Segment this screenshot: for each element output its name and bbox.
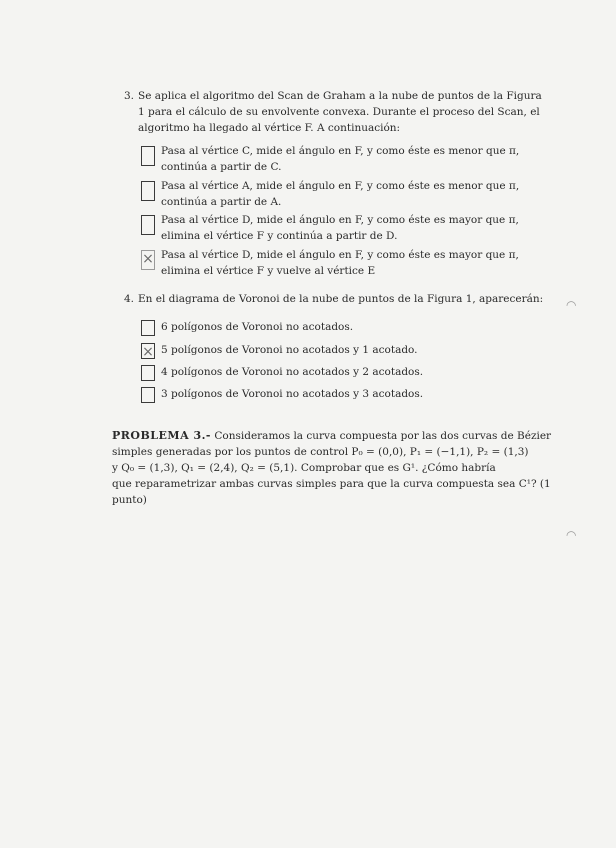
- q3-option-2-checkbox[interactable]: [141, 181, 155, 201]
- question-4-text: [138, 291, 543, 307]
- option-line: continúa a partir de A.: [161, 196, 282, 208]
- q4-option-4-text: 3 polígonos de Voronoi no acotados y 3 acotados.: [161, 388, 424, 400]
- q4-option-2-text: 5 polígonos de Voronoi no acotados y 1 acotado.: [161, 344, 418, 356]
- problem-3-title: PROBLEMA 3.-: [112, 429, 212, 442]
- check-mark-icon: [142, 147, 154, 165]
- q3-option-1-text: [161, 143, 519, 175]
- punch-hole-icon: ◠: [566, 298, 577, 312]
- option-line: Pasa al vértice D, mide el ángulo en F, y como éste es mayor que π,: [161, 249, 519, 261]
- option-line: elimina el vértice F y continúa a partir de D.: [161, 230, 398, 242]
- q3-option-3-checkbox[interactable]: [141, 215, 155, 235]
- q4-option-1-checkbox[interactable]: [141, 320, 155, 336]
- option-line: elimina el vértice F y vuelve al vértice E: [161, 265, 376, 277]
- check-mark-icon: [142, 388, 154, 402]
- option-line: Pasa al vértice C, mide el ángulo en F, y como éste es menor que π,: [161, 145, 520, 157]
- q4-option-2-checkbox[interactable]: [141, 343, 155, 359]
- q4-option-3-checkbox[interactable]: [141, 365, 155, 381]
- question-3-line: 1 para el cálculo de su envolvente convexa. Durante el proceso del Scan, el: [138, 106, 540, 118]
- option-line: Pasa al vértice A, mide el ángulo en F, y como éste es menor que π,: [161, 180, 520, 192]
- q3-option-1-checkbox[interactable]: [141, 146, 155, 166]
- option-line: continúa a partir de C.: [161, 161, 282, 173]
- q3-option-4-checkbox[interactable]: [141, 250, 155, 270]
- question-3-line: algoritmo ha llegado al vértice F. A continuación:: [138, 122, 401, 134]
- q4-option-3-text: 4 polígonos de Voronoi no acotados y 2 acotados.: [161, 366, 424, 378]
- problem-3-line: y Q₀ = (1,3), Q₁ = (2,4), Q₂ = (5,1). Comprobar que es G¹. ¿Cómo habría: [112, 462, 496, 474]
- punch-hole-icon: ◠: [566, 528, 577, 542]
- check-mark-icon: [142, 366, 154, 380]
- problem-3: [112, 428, 552, 508]
- q3-option-4-text: [161, 247, 519, 279]
- problem-3-text: Consideramos la curva compuesta por las dos curvas de Bézier: [214, 430, 552, 442]
- question-4-line: En el diagrama de Voronoi de la nube de puntos de la Figura 1, aparecerán:: [138, 293, 544, 305]
- check-mark-icon: [142, 321, 154, 335]
- check-mark-icon: [142, 216, 154, 234]
- q3-option-3-text: [161, 212, 519, 244]
- problem-3-line: simples generadas por los puntos de control P₀ = (0,0), P₁ = (−1,1), P₂ = (1,3): [112, 446, 529, 458]
- check-mark-icon: ×: [142, 344, 154, 360]
- problem-3-line: que reparametrizar ambas curvas simples para que la curva compuesta sea C¹? (1: [112, 478, 551, 490]
- problem-3-line: punto): [112, 494, 147, 506]
- check-mark-icon: ×: [142, 251, 154, 267]
- q4-option-4-checkbox[interactable]: [141, 387, 155, 403]
- option-line: Pasa al vértice D, mide el ángulo en F, y como éste es mayor que π,: [161, 214, 519, 226]
- question-3-line: Se aplica el algoritmo del Scan de Graham a la nube de puntos de la Figura: [138, 90, 542, 102]
- question-3-text: [138, 88, 542, 136]
- q3-option-2-text: [161, 178, 519, 210]
- q4-option-1-text: 6 polígonos de Voronoi no acotados.: [161, 321, 354, 333]
- question-4-number: 4.: [124, 293, 135, 305]
- problem-3-line: [112, 428, 552, 444]
- question-3-number: 3.: [124, 90, 135, 102]
- check-mark-icon: [142, 182, 154, 200]
